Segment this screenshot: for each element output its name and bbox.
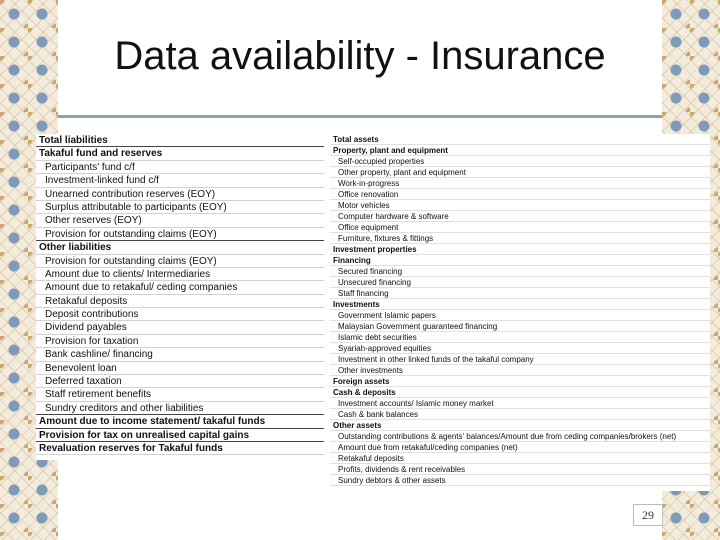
liability-row: Provision for taxation: [36, 335, 324, 348]
liability-row: Benevolent loan: [36, 362, 324, 375]
asset-row: Other assets: [330, 420, 710, 431]
asset-row: Cash & bank balances: [330, 409, 710, 420]
liability-row: Provision for outstanding claims (EOY): [36, 228, 324, 241]
asset-row: Islamic debt securities: [330, 332, 710, 343]
liability-row: Participants' fund c/f: [36, 161, 324, 174]
asset-row: Property, plant and equipment: [330, 145, 710, 156]
liability-row: Dividend payables: [36, 321, 324, 334]
asset-row: Total assets: [330, 134, 710, 145]
asset-row: Amount due from retakaful/ceding companies (net): [330, 442, 710, 453]
asset-row: Unsecured financing: [330, 277, 710, 288]
liability-row: Surplus attributable to participants (EOY): [36, 201, 324, 214]
asset-row: Investment in other linked funds of the takaful company: [330, 354, 710, 365]
asset-row: Self-occupied properties: [330, 156, 710, 167]
asset-row: Office equipment: [330, 222, 710, 233]
liability-row: Amount due to income statement/ takaful funds: [36, 415, 324, 428]
asset-row: Secured financing: [330, 266, 710, 277]
liability-row: Provision for outstanding claims (EOY): [36, 255, 324, 268]
asset-row: Syariah-approved equities: [330, 343, 710, 354]
title-area: [58, 0, 662, 118]
liability-row: Other liabilities: [36, 241, 324, 254]
asset-row: Cash & deposits: [330, 387, 710, 398]
asset-row: Investment accounts/ Islamic money market: [330, 398, 710, 409]
asset-row: Outstanding contributions & agents' balances/Amount due from ceding companies/brokers (net): [330, 431, 710, 442]
liability-row: Investment-linked fund c/f: [36, 174, 324, 187]
asset-row: Government Islamic papers: [330, 310, 710, 321]
asset-row: Profits, dividends & rent receivables: [330, 464, 710, 475]
asset-row: Investment properties: [330, 244, 710, 255]
asset-row: Financing: [330, 255, 710, 266]
asset-row: Retakaful deposits: [330, 453, 710, 464]
asset-row: Work-in-progress: [330, 178, 710, 189]
liability-row: Deposit contributions: [36, 308, 324, 321]
liabilities-table: [36, 134, 324, 460]
asset-row: Other investments: [330, 365, 710, 376]
title-divider: [58, 115, 662, 118]
liability-row: Amount due to clients/ Intermediaries: [36, 268, 324, 281]
liability-row: Sundry creditors and other liabilities: [36, 402, 324, 415]
liability-row: Amount due to retakaful/ ceding companies: [36, 281, 324, 294]
liability-row: Revaluation reserves for Takaful funds: [36, 442, 324, 455]
liability-row: Deferred taxation: [36, 375, 324, 388]
liability-row: Other reserves (EOY): [36, 214, 324, 227]
liability-row: Total liabilities: [36, 134, 324, 147]
slide-title: Data availability - Insurance: [114, 34, 606, 78]
liability-row: Staff retirement benefits: [36, 388, 324, 401]
liability-row: Provision for tax on unrealised capital gains: [36, 429, 324, 442]
liability-row: Retakaful deposits: [36, 295, 324, 308]
asset-row: Computer hardware & software: [330, 211, 710, 222]
asset-row: Foreign assets: [330, 376, 710, 387]
asset-row: Motor vehicles: [330, 200, 710, 211]
liability-row: Unearned contribution reserves (EOY): [36, 188, 324, 201]
asset-row: Staff financing: [330, 288, 710, 299]
asset-row: Furniture, fixtures & fittings: [330, 233, 710, 244]
page-number: 29: [633, 504, 663, 526]
liability-row: Takaful fund and reserves: [36, 147, 324, 160]
liability-row: Bank cashline/ financing: [36, 348, 324, 361]
asset-row: Sundry debtors & other assets: [330, 475, 710, 486]
asset-row: Malaysian Government guaranteed financing: [330, 321, 710, 332]
assets-table: [330, 134, 710, 491]
asset-row: Other property, plant and equipment: [330, 167, 710, 178]
asset-row: Office renovation: [330, 189, 710, 200]
asset-row: Investments: [330, 299, 710, 310]
